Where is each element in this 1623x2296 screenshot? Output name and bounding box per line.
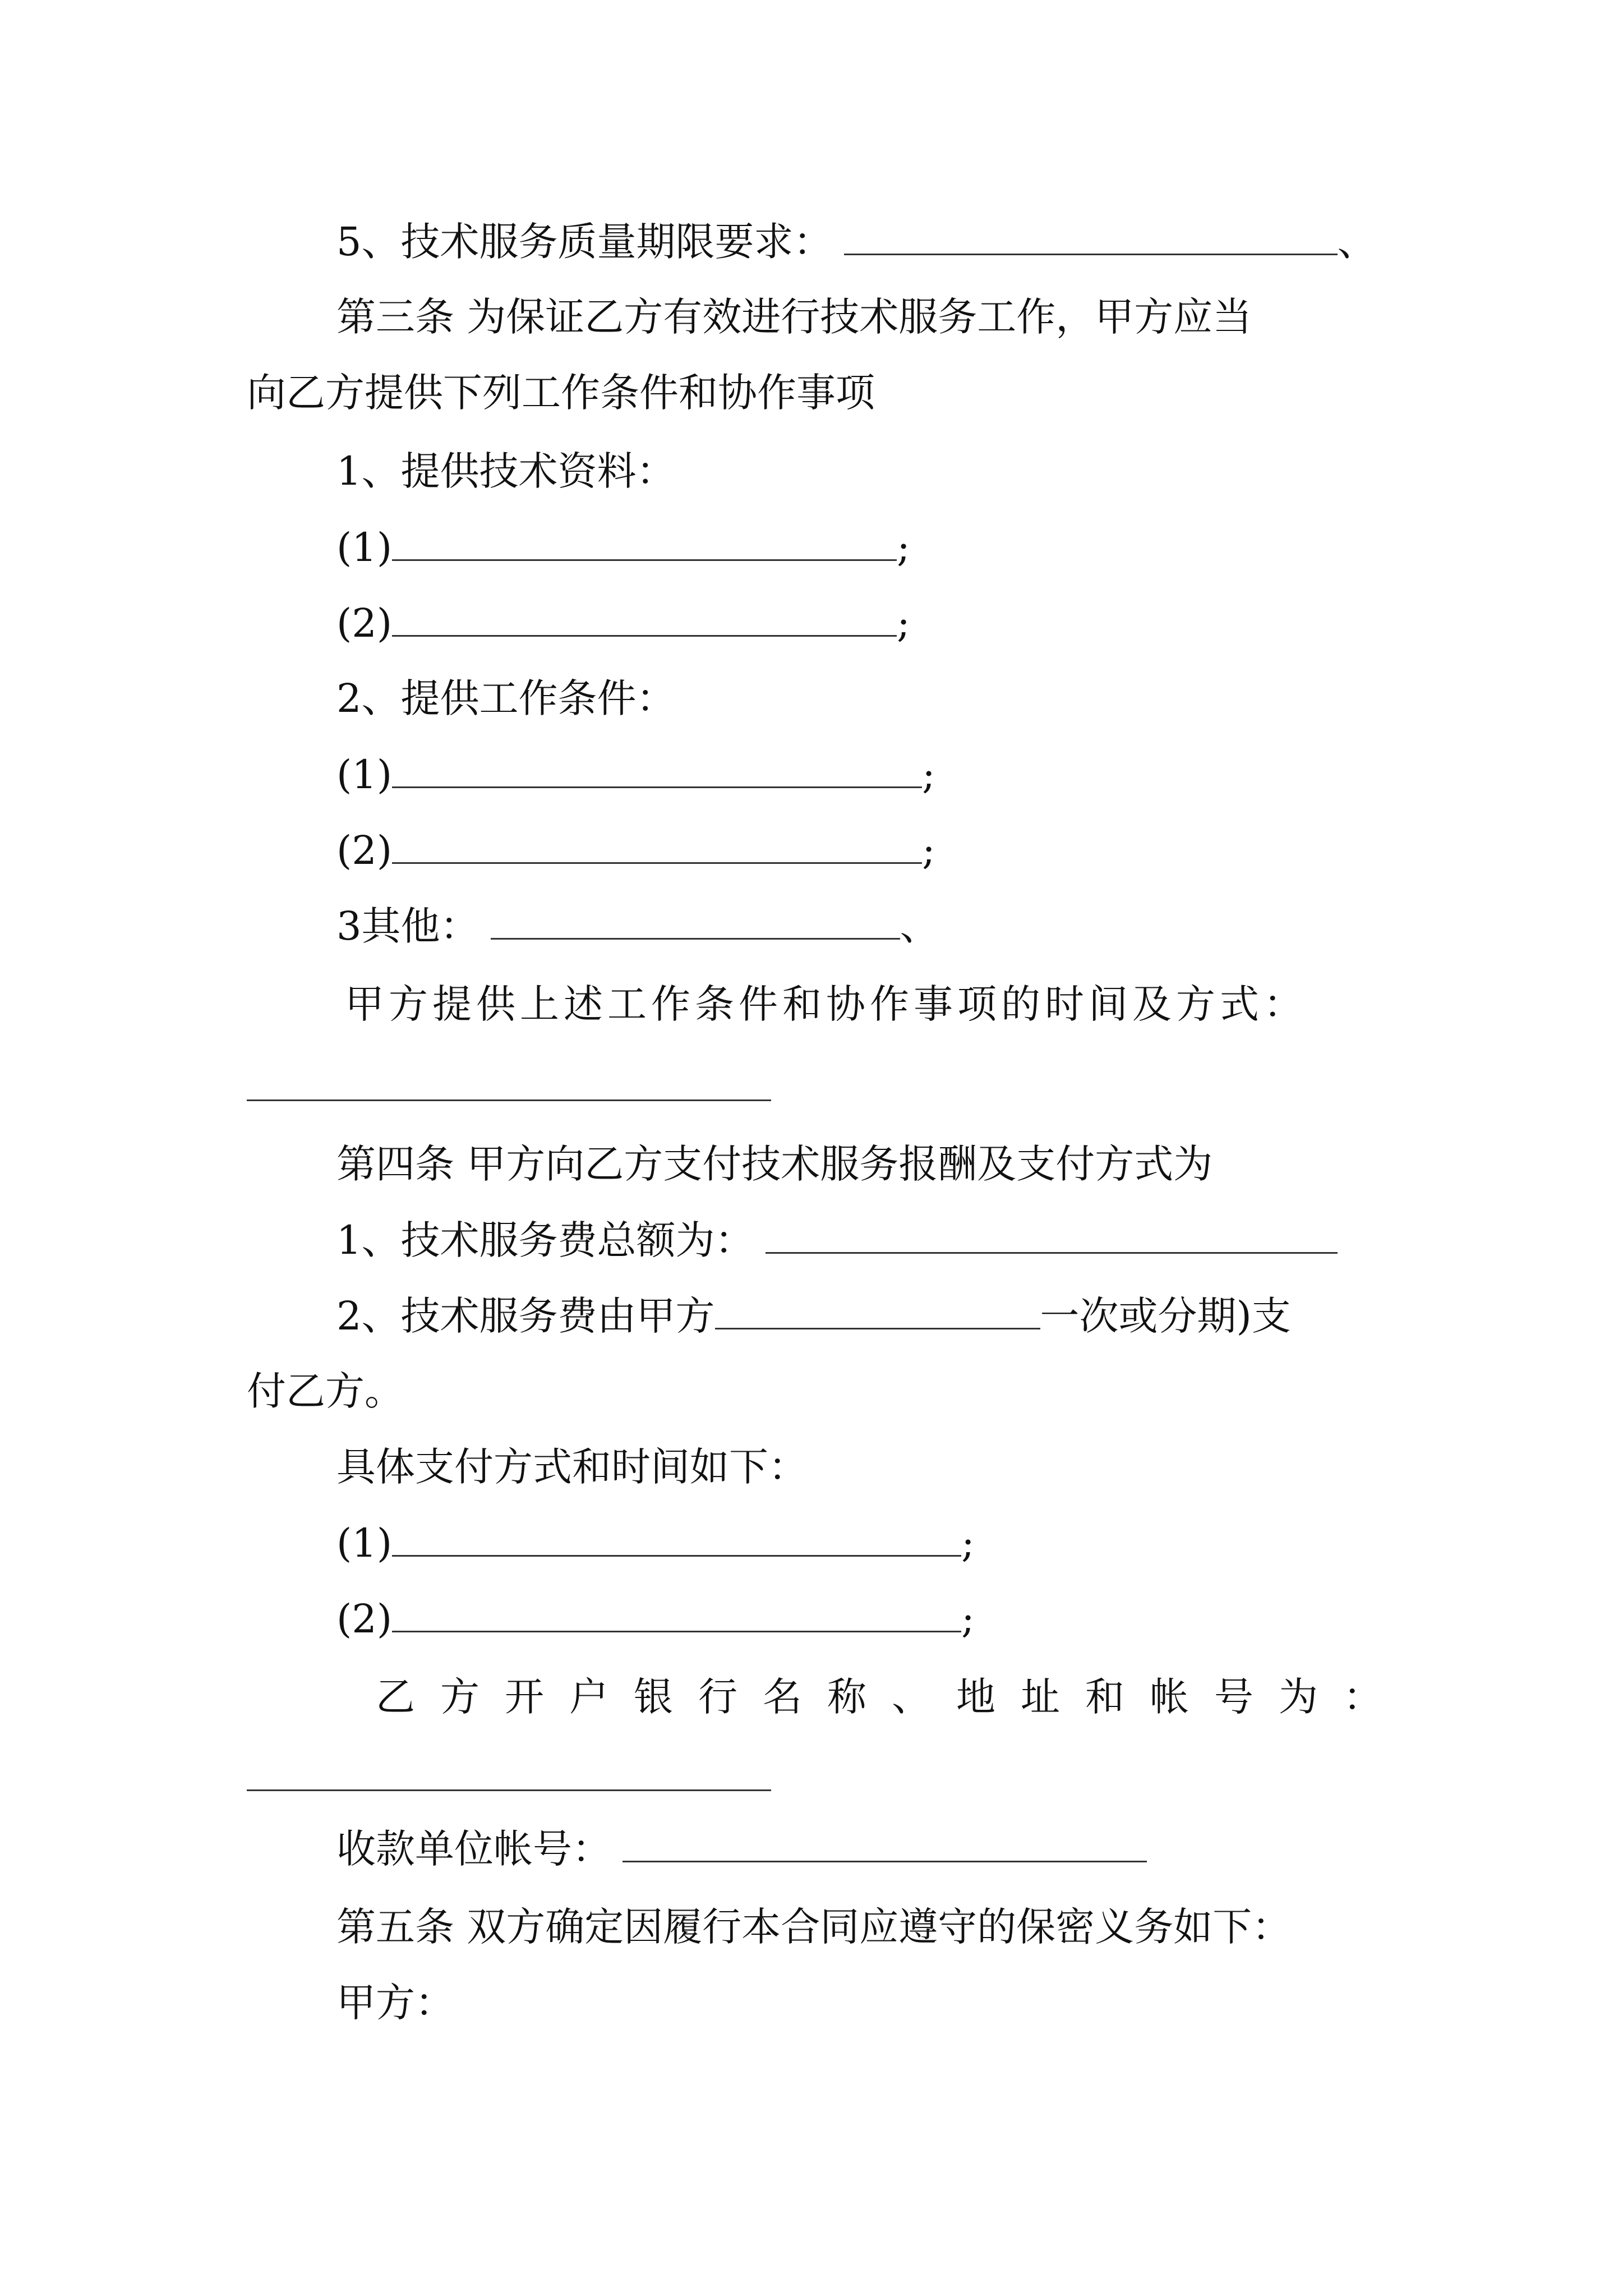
work-cond-item-2-tail: ;: [922, 827, 935, 873]
art4-total-blank[interactable]: [766, 1212, 1338, 1254]
art4-method-item-1: [336, 1515, 975, 1571]
art4-pay-blank[interactable]: [715, 1287, 1040, 1329]
art4-method-item-1-blank[interactable]: [392, 1515, 961, 1557]
bank-char: 地: [956, 1674, 995, 1720]
work-cond-item-1: [336, 746, 935, 803]
item5-tail: 、: [1337, 219, 1377, 265]
work-cond-item-2: [336, 822, 935, 878]
bank-info-blank[interactable]: [247, 1789, 771, 1791]
bank-char: 、: [892, 1674, 931, 1720]
art4-method-item-2-blank[interactable]: [392, 1590, 961, 1632]
bank-char: 名: [763, 1674, 802, 1720]
art4-pay-label: 2、技术服务费由甲方: [336, 1293, 715, 1339]
art4-pay-tail: 一次或分期)支: [1040, 1293, 1291, 1339]
bank-char: 方: [440, 1674, 479, 1720]
art5-party-a: 甲方：: [336, 1980, 454, 2026]
bank-char: 址: [1021, 1674, 1060, 1720]
bank-char: 开: [505, 1674, 544, 1720]
bank-char: 乙: [376, 1674, 415, 1720]
work-cond-label: 2、提供工作条件：: [336, 675, 676, 721]
item5-blank[interactable]: [844, 213, 1338, 255]
tech-docs-item-1: [336, 519, 910, 576]
provide-time-label: 甲方提供上述工作条件和协作事项的时间及方式：: [345, 981, 1307, 1027]
tech-docs-item-2-tail: ;: [897, 600, 910, 646]
other-line: [336, 898, 939, 954]
bank-char: ：: [1343, 1674, 1382, 1720]
bank-char: 为: [1279, 1674, 1318, 1720]
account-label: 收款单位帐号：: [336, 1826, 611, 1872]
work-cond-item-2-num: (2): [336, 827, 393, 873]
art4-total-line: [336, 1212, 1338, 1268]
work-cond-item-2-blank[interactable]: [392, 822, 922, 864]
other-blank[interactable]: [491, 898, 900, 940]
item5-line: [336, 213, 1377, 270]
art4-total-label: 1、技术服务费总额为：: [336, 1217, 754, 1263]
bank-char: 号: [1214, 1674, 1253, 1720]
tech-docs-item-1-tail: ;: [897, 524, 910, 570]
art4-method-item-2-num: (2): [336, 1596, 393, 1642]
item5-label: 5、技术服务质量期限要求：: [336, 219, 833, 265]
tech-docs-item-1-num: (1): [336, 524, 393, 570]
art4-method-item-1-num: (1): [336, 1520, 393, 1566]
art4-method-item-1-tail: ;: [961, 1520, 975, 1566]
tech-docs-item-2-blank[interactable]: [392, 595, 897, 637]
tech-docs-item-2: [336, 595, 910, 651]
bank-char: 帐: [1150, 1674, 1189, 1720]
art4-method-label: 具体支付方式和时间如下：: [336, 1444, 808, 1490]
bank-char: 银: [634, 1674, 673, 1720]
other-tail: 、: [900, 903, 939, 949]
provide-time-blank[interactable]: [247, 1099, 771, 1101]
art4-method-item-2: [336, 1590, 975, 1647]
art4-pay-line: [336, 1287, 1291, 1344]
bank-char: 和: [1085, 1674, 1124, 1720]
tech-docs-item-1-blank[interactable]: [392, 519, 897, 561]
work-cond-item-1-blank[interactable]: [392, 746, 922, 788]
other-label: 3其他：: [336, 903, 479, 949]
art5-title: 第五条 双方确定因履行本合同应遵守的保密义务如下：: [336, 1904, 1292, 1950]
art3-line1: 第三条 为保证乙方有效进行技术服务工作，甲方应当: [336, 294, 1252, 340]
art4-title: 第四条 甲方向乙方支付技术服务报酬及支付方式为: [336, 1141, 1213, 1187]
bank-char: 行: [698, 1674, 737, 1720]
art3-line2: 向乙方提供下列工作条件和协作事项: [247, 370, 875, 416]
tech-docs-label: 1、提供技术资料：: [336, 448, 676, 494]
work-cond-item-1-tail: ;: [922, 752, 935, 798]
bank-char: 户: [569, 1674, 608, 1720]
art4-pay-line2: 付乙方。: [247, 1368, 404, 1414]
tech-docs-item-2-num: (2): [336, 600, 393, 646]
bank-info-label: [376, 1669, 1382, 1725]
bank-char: 称: [827, 1674, 866, 1720]
art4-method-item-2-tail: ;: [961, 1596, 975, 1642]
account-line: [336, 1820, 1147, 1877]
work-cond-item-1-num: (1): [336, 752, 393, 798]
account-blank[interactable]: [623, 1820, 1147, 1862]
